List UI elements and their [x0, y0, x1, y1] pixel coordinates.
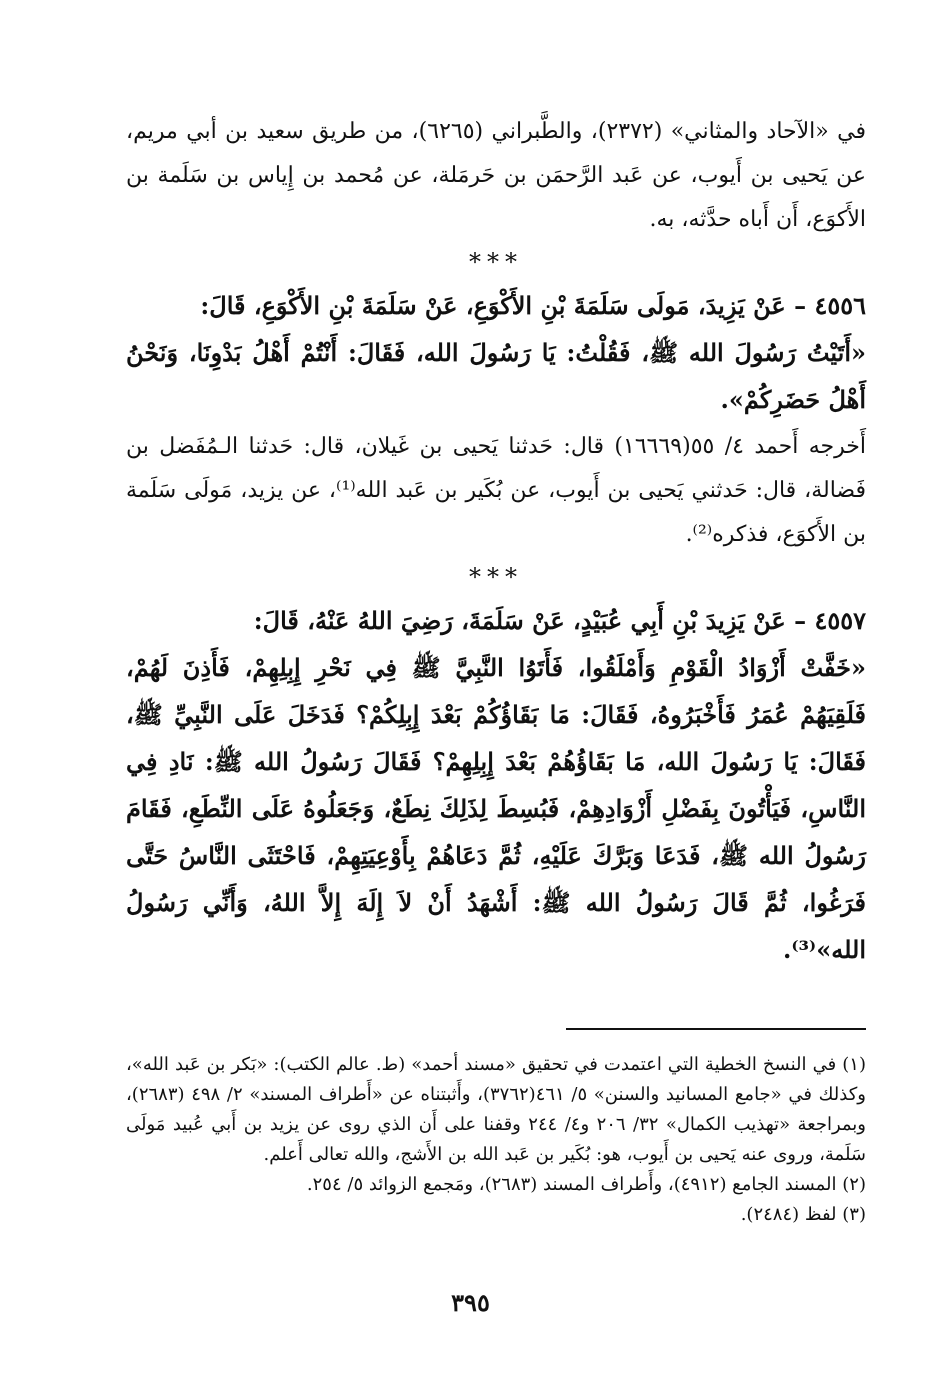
intro-paragraph: في «الآحاد والمثاني» (٢٣٧٢)، والطَّبراني (٦٢٦٥)، من طريق سعيد بن أبي مريم، عن يَحيى بن أَيوب، عن عَبد الرَّحمَن بن حَرمَلة، عن مُحمد بن إِياس بن سَلَمة بن الأَكوَع، أَن أَباه حدَّثه، به.: [126, 119, 866, 232]
footnote-1: (١) في النسخ الخطية التي اعتمدت في تحقيق «مسند أحمد» (ط. عالم الكتب): «بَكر بن عَبد الله»، وكذلك في «جامع المسانيد والسنن» ٥/ ٤٦١(٣٧٦٢)، وأَثبتناه عن «أَطراف المسند» ٢/ ٤٩٨ (٢٦٨٣)، وبمراجعة «تهذيب الكمال» ٣٢/ ٢٠٦ و٤/ ٢٤٤ وقفنا على أَن الذي روى عن يزيد بن أَبي عُبيد مَولَى سَلَمة، وروى عنه يَحيى بن أَيوب، هو: بُكَير بن عَبد الله بن الأَشج، والله تعالى أَعلم.: [126, 1054, 867, 1165]
hadith-number: ٤٥٥٦: [814, 291, 866, 320]
hadith-number: ٤٥٥٧: [814, 606, 866, 635]
hadith-4557-matn: «خَفَّتْ أَزْوَادُ الْقَوْمِ وَأَمْلَقُوا، فَأَتَوُا النَّبِيَّ ﷺ فِي نَحْرِ إِبِلِهِمْ، فَأَذِنَ لَهُمْ، فَلَقِيَهُمْ عُمَرُ فَأَخْبَرُوهُ، فَقَالَ: مَا بَقَاؤُكُمْ بَعْدَ إِبِلِكُمْ؟ فَدَخَلَ عَلَى النَّبِيِّ ﷺ، فَقَالَ: يَا رَسُولَ الله، مَا بَقَاؤُهُمْ بَعْدَ إِبِلِهِمْ؟ فَقَالَ رَسُولُ الله ﷺ: نَادِ فِي النَّاسِ، فَيَأْتُونَ بِفَضْلِ أَزْوَادِهِمْ، فَبُسِطَ لِذَلِكَ نِطَعٌ، وَجَعَلُوهُ عَلَى النِّطَعِ، فَقَامَ رَسُولُ الله ﷺ، فَدَعَا وَبَرَّكَ عَلَيْهِ، ثُمَّ دَعَاهُمْ بِأَوْعِيَتِهِمْ، فَاحْتَثَى النَّاسُ حَتَّى فَرَغُوا، ثُمَّ قَالَ رَسُولُ الله ﷺ: أَشْهَدُ أَنْ لاَ إِلَهَ إِلاَّ اللهُ، وَأَنِّي رَسُولُ الله»⁽³⁾.: [126, 653, 866, 964]
page-body: [126, 110, 866, 973]
hadith-4556-matn: «أَتَيْتُ رَسُولَ الله ﷺ، فَقُلْتُ: يَا رَسُولَ الله، فَقَالَ: أَنْتُمْ أَهْلُ بَدْوِنَا، وَنَحْنُ أَهْلُ حَضَرِكُمْ».: [126, 338, 866, 414]
footnote-3: (٣) لفظ (٢٤٨٤).: [740, 1204, 866, 1225]
footnote-2: (٢) المسند الجامع (٤٩١٢)، وأَطراف المسند (٢٦٨٣)، ومَجمع الزوائد ٥/ ٢٥٤.: [306, 1174, 866, 1195]
footnote-divider: [566, 1028, 866, 1030]
section-separator: ***: [469, 563, 523, 591]
page-number: ٣٩٥: [451, 1288, 490, 1317]
hadith-isnad: – عَنْ يَزِيدَ، مَولَى سَلَمَةَ بْنِ الأَكْوَعِ، عَنْ سَلَمَةَ بْنِ الأَكْوَعِ، قَالَ:: [200, 291, 807, 320]
hadith-4556-takhrij: أَخرجه أَحمد ٤/ ٥٥(١٦٦٦٩) قال: حَدثنا يَحيى بن غَيلان، قال: حَدثنا الـمُفَضل بن فَضالة، قال: حَدثني يَحيى بن أَيوب، عن بُكَير بن عَبد الله⁽¹⁾، عن يزيد، مَولَى سَلَمة بن الأَكوَع، فذكره⁽²⁾.: [126, 434, 866, 547]
footnotes: [126, 1050, 866, 1230]
hadith-isnad: – عَنْ يَزِيدَ بْنِ أَبِي عُبَيْدٍ، عَنْ سَلَمَةَ، رَضِيَ اللهُ عَنْهُ، قَالَ:: [253, 606, 807, 635]
hadith-4556-heading: [126, 282, 866, 329]
hadith-4557-heading: [126, 597, 866, 644]
section-separator: ***: [469, 248, 523, 276]
